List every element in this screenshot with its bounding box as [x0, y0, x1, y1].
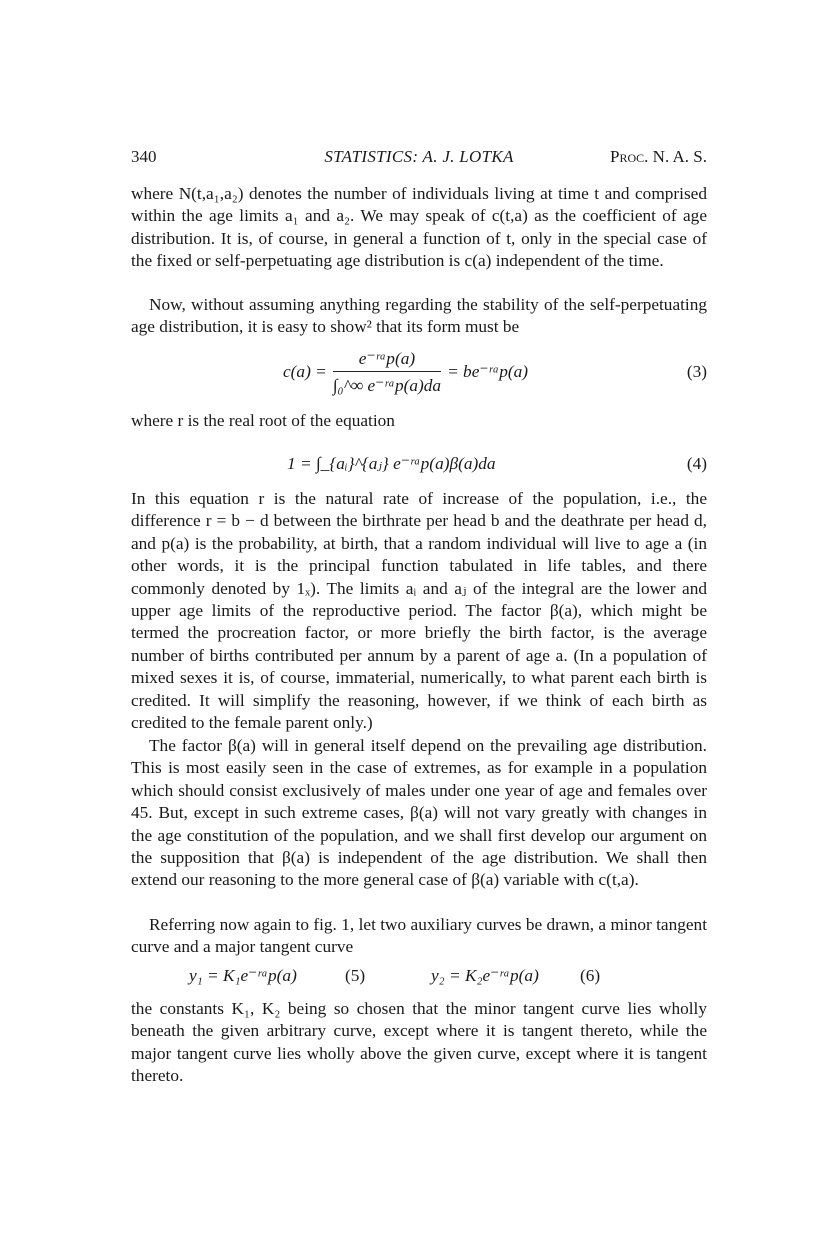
paragraph-7 [131, 998, 707, 1088]
paragraph-3 [131, 410, 707, 432]
eq3-fraction [333, 349, 441, 396]
journal-abbrev: Proc. N. A. S. [610, 147, 707, 166]
paragraph-4 [131, 488, 707, 734]
paragraph-1 [131, 183, 707, 273]
equation-number: (4) [686, 454, 707, 473]
eq3-rhs: = be⁻ʳᵃp(a) [447, 362, 529, 381]
page-number: 340 [131, 147, 157, 166]
eq6-expression: y₂ = K₂e⁻ʳᵃp(a) [431, 966, 539, 985]
paragraph-text: Referring now again to fig. 1, let two auxiliary curves be drawn, a minor tangent curve and a major tangent curve [131, 915, 707, 957]
paragraph-text: where N(t,a₁,a₂) denotes the number of individuals living at time t and comprised within the age limits a₁ and a₂. We may speak of c(t,a) as the coefficient of age distribution. It is, of course, in general a function of t, only in the special case of the fixed or self-perpetuating age distribution is c(a) independent of the time. [131, 184, 707, 271]
paragraph-5 [131, 735, 707, 892]
paragraph-6 [131, 914, 707, 959]
equation-number: (5) [345, 966, 366, 985]
paragraph-text: The factor β(a) will in general itself depend on the prevailing age distribution. This is most easily seen in the case of extremes, as for example in a population which should consist exclusively of males under one year of age and females over 45. But, except in such extreme cases, β(a) will not vary greatly with changes in the age constitution of the population, and we shall first develop our argument on the supposition that β(a) is independent of the age distribution. We shall then extend our reasoning to the more general case of β(a) variable with c(t,a). [131, 736, 707, 890]
equation-3 [131, 340, 707, 404]
equation-number: (6) [580, 966, 601, 985]
paragraph-text: Now, without assuming anything regarding the stability of the self-perpetuating age distribution, it is easy to show² that its form must be [131, 295, 707, 337]
eq5-expression: y₁ = K₁e⁻ʳᵃp(a) [189, 966, 297, 985]
paragraph-text: where r is the real root of the equation [131, 411, 395, 430]
eq3-numerator: e⁻ʳᵃp(a) [333, 349, 441, 372]
paragraph-text: the constants K₁, K₂ being so chosen that the minor tangent curve lies wholly beneath the given arbitrary curve, except where it is tangent thereto, while the major tangent curve lies wholly above the given curve, except where it is tangent thereto. [131, 999, 707, 1086]
eq4-expression: 1 = ∫_{aᵢ}^{aⱼ} e⁻ʳᵃp(a)β(a)da [287, 454, 496, 473]
running-title: STATISTICS: A. J. LOTKA [324, 147, 514, 166]
equation-number: (3) [686, 362, 707, 381]
equations-5-6 [131, 966, 707, 992]
page-header [131, 147, 707, 171]
paragraph-2 [131, 294, 707, 339]
equation-4 [131, 448, 707, 482]
eq3-lhs: c(a) = [283, 362, 327, 381]
eq3-denominator: ∫₀^∞ e⁻ʳᵃp(a)da [332, 375, 442, 395]
paragraph-text: In this equation r is the natural rate of increase of the population, i.e., the difference r = b − d between the birthrate per head b and the deathrate per head d, and p(a) is the probability, at birth, that a random individual will live to age a (in other words, it is the principal function tabulated in life tables, and there commonly denoted by 1ₓ). The limits aᵢ and aⱼ of the integral are the lower and upper age limits of the reproductive period. The factor β(a), which might be termed the procreation factor, or more briefly the birth factor, is the average number of births contributed per annum by a parent of age a. (In a population of mixed sexes it is, of course, immaterial, numerically, to what parent each birth is credited. It will simplify the reasoning, however, if we think of each birth as credited to the female parent only.) [131, 489, 707, 733]
